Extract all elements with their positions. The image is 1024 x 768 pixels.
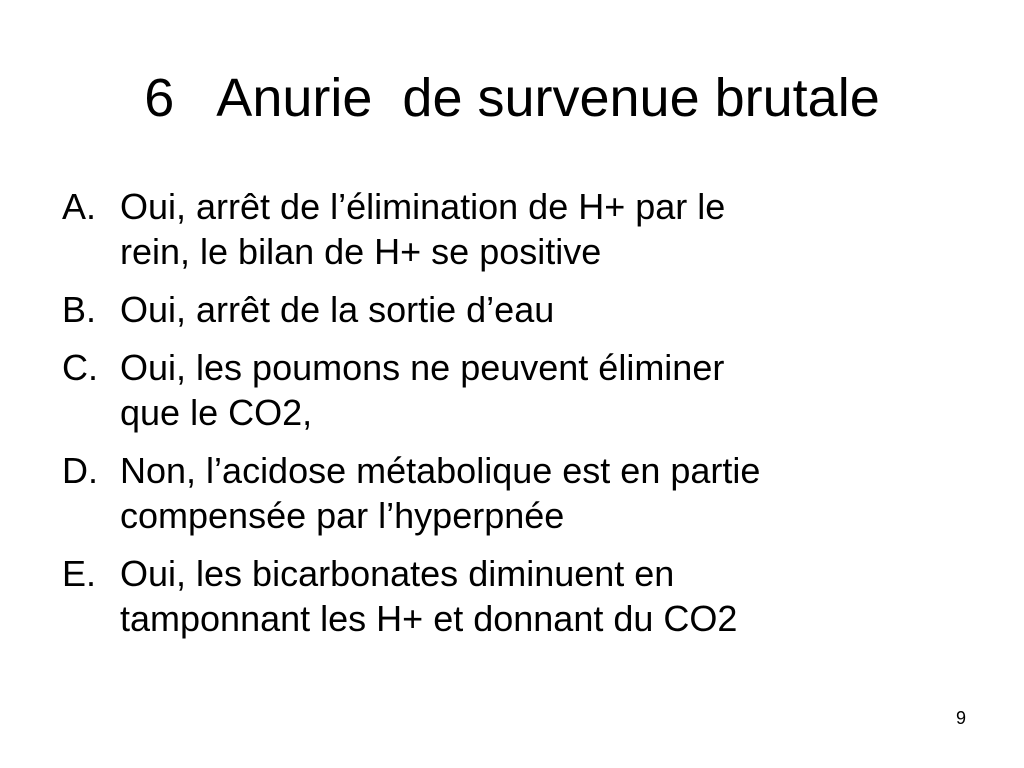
answer-letter: A. xyxy=(62,186,97,227)
answer-letter: D. xyxy=(62,450,98,491)
answer-text: Non, l’acidose métabolique est en partie compensée par l’hyperpnée xyxy=(120,450,761,536)
answer-text: Oui, arrêt de l’élimination de H+ par le rein, le bilan de H+ se positive xyxy=(120,186,726,272)
answer-letter: E. xyxy=(62,553,97,594)
answer-item-a xyxy=(62,184,962,274)
answer-text: Oui, arrêt de la sortie d’eau xyxy=(120,289,555,330)
slide-title: 6 Anurie de survenue brutale xyxy=(144,68,880,128)
answer-item-b xyxy=(62,287,962,332)
answer-text: Oui, les poumons ne peuvent éliminer que le CO2, xyxy=(120,347,725,433)
answer-item-d xyxy=(62,448,962,538)
answer-item-c xyxy=(62,345,962,435)
answer-letter: C. xyxy=(62,347,98,388)
page-number: 9 xyxy=(955,708,966,728)
answer-list xyxy=(62,184,962,654)
answer-letter: B. xyxy=(62,289,97,330)
answer-text: Oui, les bicarbonates diminuent en tamponnant les H+ et donnant du CO2 xyxy=(120,553,738,639)
answer-item-e xyxy=(62,551,962,641)
